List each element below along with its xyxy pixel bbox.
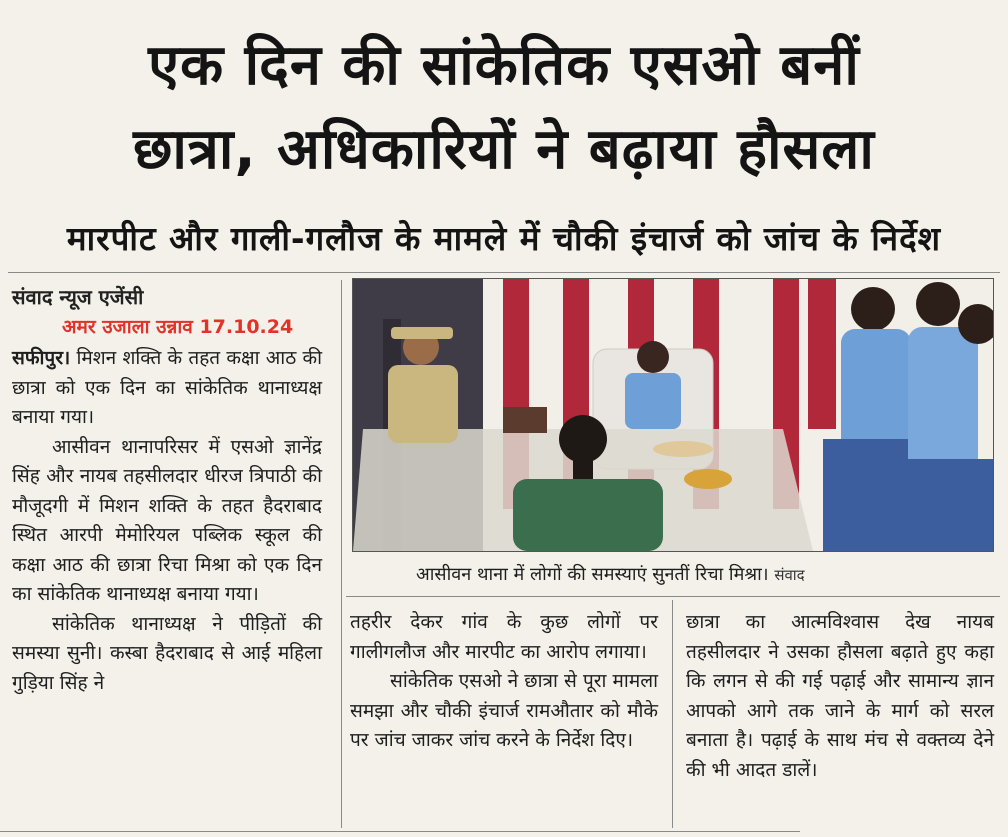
- article-column-2: [350, 608, 658, 756]
- caption-text: आसीवन थाना में लोगों की समस्याएं सुनतीं रिचा मिश्रा।: [416, 564, 769, 585]
- dateline: सफीपुर।: [12, 347, 71, 369]
- paragraph-text: मिशन शक्ति के तहत कक्षा आठ की छात्रा को एक दिन का सांकेतिक थानाध्यक्ष बनाया गया।: [12, 347, 322, 428]
- paragraph: आसीवन थानापरिसर में एसओ ज्ञानेंद्र सिंह और नायब तहसीलदार धीरज त्रिपाठी की मौजूदगी में मिशन शक्ति के तहत हैदराबाद स्थित आरपी मेमोरियल पब्लिक स्कूल की कक्षा आठ की छात्रा रिचा मिश्रा को एक दिन का सांकेतिक थानाध्यक्ष बनाया गया।: [12, 435, 322, 605]
- paragraph: छात्रा का आत्मविश्वास देख नायब तहसीलदार ने उसका हौसला बढ़ाते हुए कहा कि लगन से की गई पढ़ाई और सामान्य ज्ञान आपको आगे तक जाने के मार्ग को सरल बनाता है। पढ़ाई के साथ मंच से वक्तव्य देने की भी आदत डालें।: [686, 611, 994, 781]
- top-rule: [8, 272, 1000, 273]
- bottom-rule: [0, 831, 800, 832]
- photo-top-rule: [346, 596, 1000, 597]
- byline: संवाद न्यूज एजेंसी: [12, 285, 144, 309]
- article-column-3: [686, 608, 994, 785]
- column-divider-2: [672, 600, 673, 828]
- article-column-1: [12, 344, 322, 698]
- column-divider-1: [341, 280, 342, 828]
- headline-line-2: छात्रा, अधिकारियों ने बढ़ाया हौसला: [133, 117, 875, 182]
- paragraph: सांकेतिक थानाध्यक्ष ने पीड़ितों की समस्या सुनी। कस्बा हैदराबाद से आई महिला गुड़िया सिंह ने: [12, 612, 322, 694]
- photo-caption: [416, 562, 805, 586]
- source-tag: अमर उजाला उन्नाव 17.10.24: [62, 316, 294, 338]
- photo-credit: संवाद: [774, 566, 805, 584]
- photo-illustration: [353, 279, 993, 551]
- subheadline: मारपीट और गाली-गलौज के मामले में चौकी इंचार्ज को जांच के निर्देश: [66, 219, 942, 258]
- paragraph: तहरीर देकर गांव के कुछ लोगों पर गालीगलौज और मारपीट का आरोप लगाया।: [350, 611, 658, 663]
- paragraph: [12, 344, 322, 433]
- headline-line-1: एक दिन की सांकेतिक एसओ बनीं: [148, 33, 860, 98]
- news-photo: [352, 278, 994, 552]
- paragraph: सांकेतिक एसओ ने छात्रा से पूरा मामला समझा और चौकी इंचार्ज रामऔतार को मौके पर जांच जाकर जांच करने के निर्देश दिए।: [350, 670, 658, 751]
